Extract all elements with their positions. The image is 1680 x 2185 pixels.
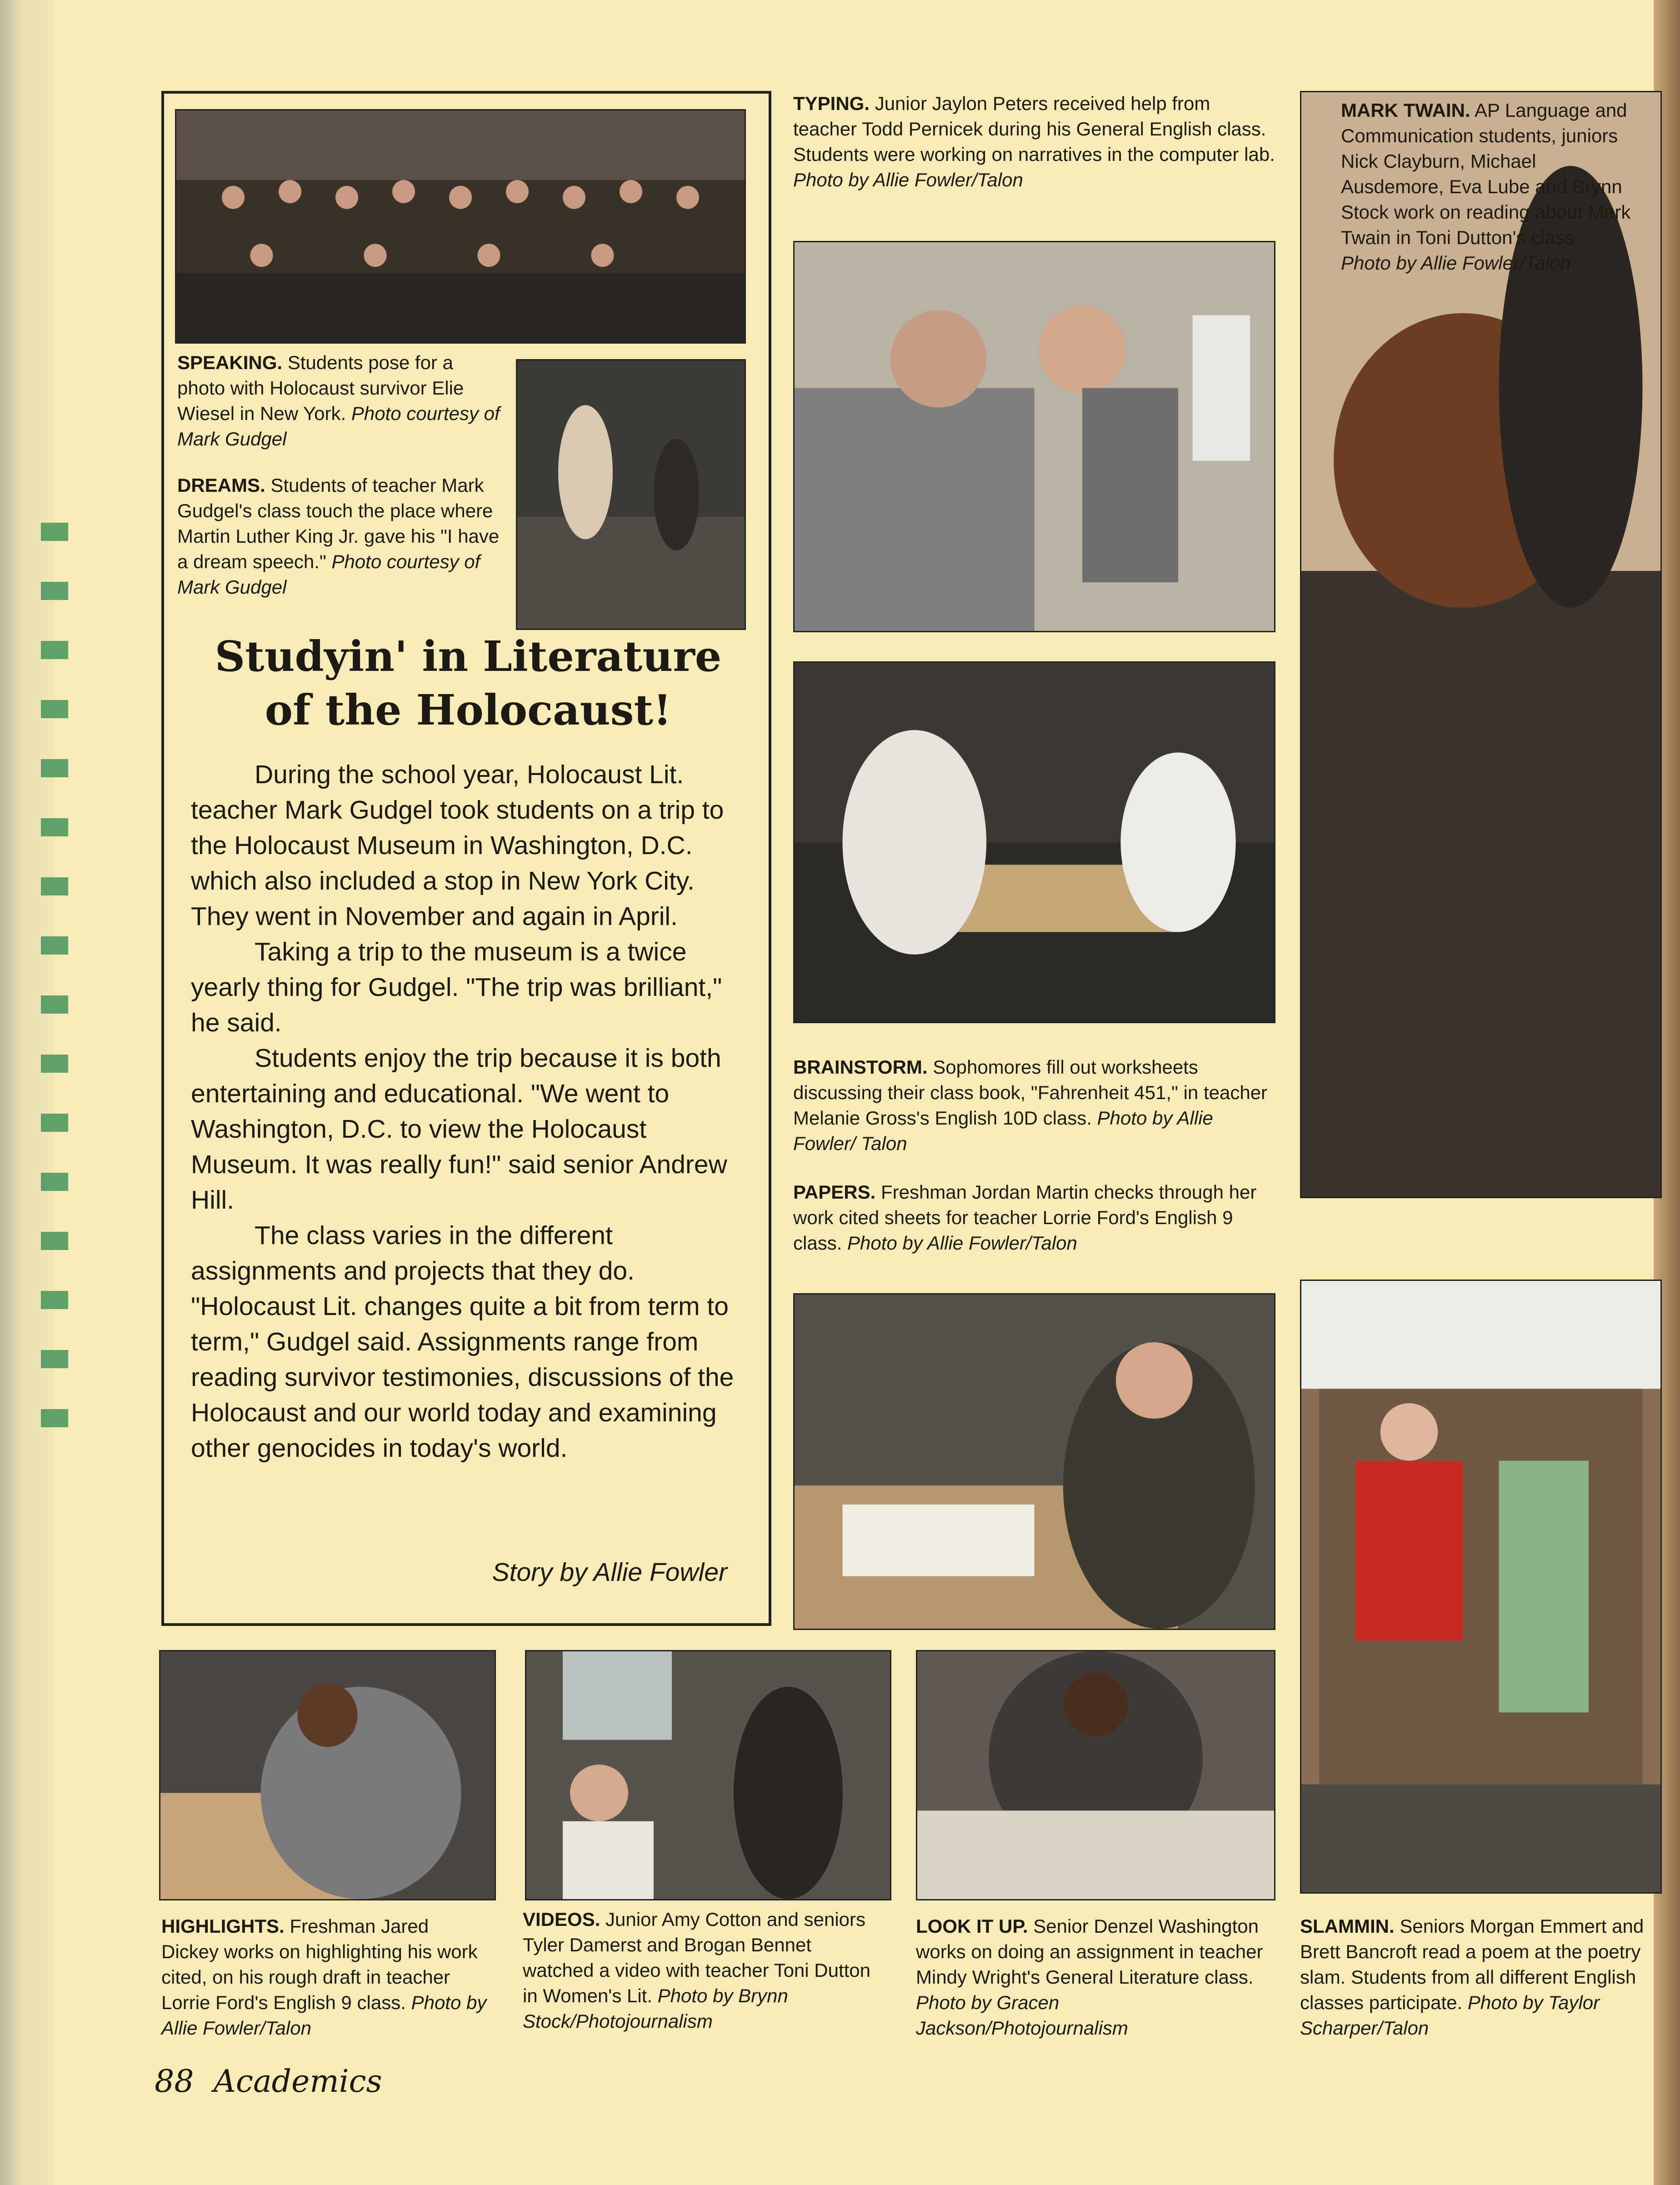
section-name: Academics <box>213 2064 382 2100</box>
caption-dreams: DREAMS. Students of teacher Mark Gudgel's class touch the place where Martin Luther King Jr. gave his "I have a dream speech." Photo courtesy of Mark Gudgel <box>177 475 500 598</box>
page-number: 88 <box>155 2064 194 2100</box>
story-paragraph: During the school year, Holocaust Lit. teacher Mark Gudgel took students on a trip to the Holocaust Museum in Washington, D.C. which also included a stop in New York City. They went in November and again in April. <box>191 760 724 931</box>
caption-typing: TYPING. Junior Jaylon Peters received help from teacher Todd Pernicek during his General English class. Students were working on narratives in the computer lab. Photo by Allie Fowler/Talon <box>793 93 1275 190</box>
caption-highlights: HIGHLIGHTS. Freshman Jared Dickey works on highlighting his work cited, on his rough draft in teacher Lorrie Ford's English 9 class. Photo by Allie Fowler/Talon <box>161 1915 487 2039</box>
story-paragraph: Taking a trip to the museum is a twice yearly thing for Gudgel. "The trip was brilliant," he said. <box>191 937 722 1037</box>
page-folio <box>155 2064 382 2100</box>
caption-mark-twain: MARK TWAIN. AP Language and Communication students, juniors Nick Clayburn, Michael Ausdemore, Eva Lube and Brynn Stock work on reading about Mark Twain in Toni Dutton's class. Photo by Allie Fowler/Talon <box>1341 100 1631 274</box>
brainstorm-photo <box>793 661 1275 1023</box>
story-byline: Story by Allie Fowler <box>492 1558 727 1587</box>
caption-papers: PAPERS. Freshman Jordan Martin checks through her work cited sheets for teacher Lorrie Ford's English 9 class. Photo by Allie Fowler/Talon <box>793 1181 1257 1254</box>
story-title: Studyin' in Literature of the Holocaust! <box>215 632 722 735</box>
videos-photo <box>525 1650 891 1900</box>
caption-look-it-up: LOOK IT UP. Senior Denzel Washington works on doing an assignment in teacher Mindy Wright's General Literature class. Photo by Gracen Jackson/Photojournalism <box>916 1915 1263 2039</box>
green-marker-strokes <box>41 523 68 1432</box>
highlights-photo <box>159 1650 496 1900</box>
speaking-group-photo <box>175 109 746 344</box>
caption-slammin: SLAMMIN. Seniors Morgan Emmert and Brett Bancroft read a poem at the poetry slam. Students from all different English classes participate. Photo by Taylor Scharper/Talon <box>1300 1915 1644 2039</box>
look-it-up-photo <box>916 1650 1275 1900</box>
caption-videos: VIDEOS. Junior Amy Cotton and seniors Tyler Damerst and Brogan Bennet watched a video with teacher Toni Dutton in Women's Lit. Photo by Brynn Stock/Photojournalism <box>523 1909 871 2032</box>
caption-brainstorm: BRAINSTORM. Sophomores fill out worksheets discussing their class book, "Fahrenheit 451," in teacher Melanie Gross's English 10D class. Photo by Allie Fowler/ Talon <box>793 1056 1268 1154</box>
dreams-photo <box>516 359 746 630</box>
caption-speaking: SPEAKING. Students pose for a photo with Holocaust survivor Elie Wiesel in New York. Photo courtesy of Mark Gudgel <box>177 352 500 450</box>
story-paragraph: Students enjoy the trip because it is both entertaining and educational. "We went to Washington, D.C. to view the Holocaust Museum. It was really fun!" said senior Andrew Hill. <box>191 1044 727 1215</box>
story-body <box>191 757 736 1466</box>
papers-photo <box>793 1293 1275 1630</box>
typing-photo <box>793 241 1275 632</box>
story-paragraph: The class varies in the different assignments and projects that they do. "Holocaust Lit. changes quite a bit from term to term," Gudgel said. Assignments range from reading survivor testimonies, discussions of the Holocaust and our world today and examining other genocides in today's world. <box>191 1221 734 1463</box>
slammin-photo <box>1300 1280 1662 1894</box>
